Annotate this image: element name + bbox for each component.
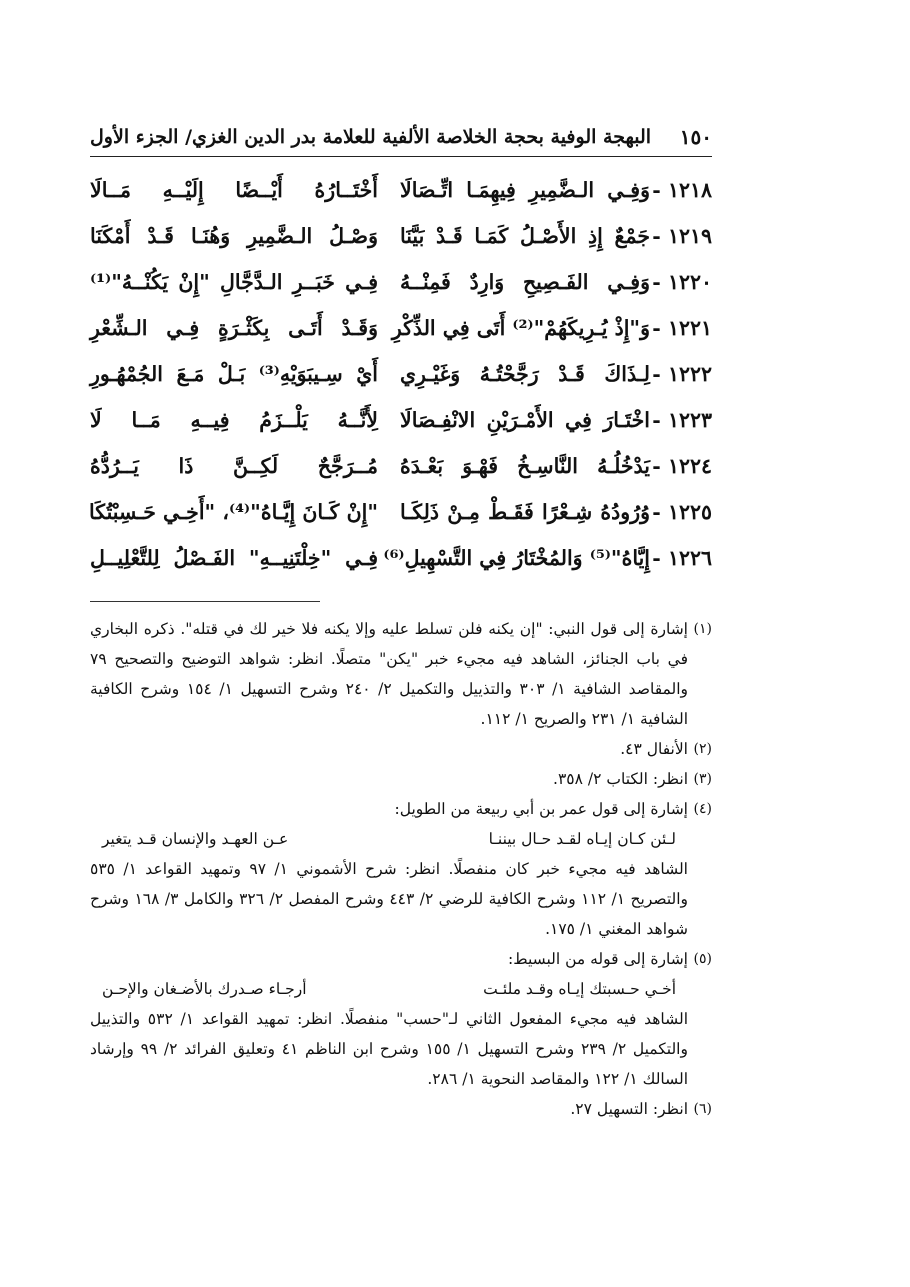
verse-number: ١٢١٩ - bbox=[652, 224, 712, 248]
footnote-2 bbox=[90, 734, 712, 764]
verse-first-hemistich: وَ"إِذْ يُـرِيكَهُمْ"⁽²⁾ أَتَى فِي الذِّكْرِ bbox=[391, 316, 650, 340]
verse-number: ١٢٢٠ - bbox=[652, 270, 712, 294]
footnote-intro: إشارة إلى قوله من البسيط: bbox=[508, 950, 688, 968]
verse-number: ١٢٢١ - bbox=[652, 316, 712, 340]
footnote-label: (٤) bbox=[693, 801, 712, 817]
footnote-5 bbox=[90, 944, 712, 1094]
footnotes bbox=[90, 614, 712, 1124]
verse-second-hemistich: أَخْتَــارُهُ أَيْــضًا إِلَيْــهِ مَــالَا bbox=[90, 178, 378, 202]
verse-line bbox=[90, 259, 712, 305]
verse-line bbox=[90, 213, 712, 259]
verse-number: ١٢٢٣ - bbox=[652, 408, 712, 432]
verse-second-hemistich: أَيْ سِـيبَوَيْهِ⁽³⁾ بَـلْ مَـعَ الجُمْهُـورِ bbox=[90, 362, 378, 386]
quoted-hemistich-second: عـن العهـد والإنسان قـد يتغير bbox=[102, 830, 289, 848]
verse-line bbox=[90, 489, 712, 535]
book-page bbox=[90, 118, 712, 1124]
footnote-text: انظر: التسهيل ٢٧. bbox=[570, 1100, 688, 1118]
verse-second-hemistich: فِـي خَبَــرِ الـدَّجَّالِ "إِنْ يَكُنْــهُ"⁽¹⁾ bbox=[90, 270, 378, 294]
verse-line bbox=[90, 167, 712, 213]
footnote-text: الشاهد فيه مجيء خبر كان منفصلًا. انظر: شرح الأشموني ١/ ٩٧ وتمهيد القواعد ١/ ٥٣٥ والتصريح ١/ ١١٢ وشرح الكافية للرضي ٢/ ٤٤٣ وشرح المفصل ٢/ ٣٢٦ والكامل ٣/ ١٦٨ وشرح شواهد المغني ١/ ١٧٥. bbox=[90, 860, 689, 938]
quoted-hemistich-second: أرجـاء صـدرك بالأضـغان والإحـن bbox=[102, 980, 307, 998]
verse-block bbox=[90, 167, 712, 581]
footnote-text: إشارة إلى قول النبي: "إن يكنه فلن تسلط عليه وإلا يكنه فلا خير لك في قتله". ذكره البخاري في باب الجنائز، الشاهد فيه مجيء خبر "يكن" متصلًا. انظر: شواهد التوضيح والتصحيح ٧٩ والمقاصد الشافية ١/ ٣٠٣ والتذييل والتكميل ٢/ ٢٤٠ وشرح التسهيل ١/ ١٥٤ وشرح الكافية الشافية ١/ ٢٣١ والصريح ١/ ١١٢. bbox=[90, 620, 689, 728]
footnote-3 bbox=[90, 764, 712, 794]
quoted-verse bbox=[90, 824, 688, 854]
verse-second-hemistich: وَقَـدْ أَتَـى بِكَثْـرَةٍ فِـي الـشِّعْرِ bbox=[90, 316, 378, 340]
footnote-text: الأنفال ٤٣. bbox=[620, 740, 688, 758]
verse-number: ١٢١٨ - bbox=[652, 178, 712, 202]
footnote-label: (١) bbox=[693, 621, 712, 637]
footnote-4 bbox=[90, 794, 712, 944]
verse-second-hemistich: وَصْـلُ الـضَّمِيرِ وَهُنَـا قَـدْ أَمْكَنَا bbox=[90, 224, 378, 248]
verse-number: ١٢٢٦ - bbox=[652, 546, 712, 570]
footnote-6 bbox=[90, 1094, 712, 1124]
verse-first-hemistich: يَدْخُلُـهُ النَّاسِـخُ فَهْـوَ بَعْـدَهُ bbox=[400, 454, 650, 478]
verse-line bbox=[90, 535, 712, 581]
verse-second-hemistich: مُــرَجَّحٌ لَكِــنَّ ذَا يَــرُدُّهُ bbox=[90, 454, 378, 478]
verse-first-hemistich: وُرُودُهُ شِـعْرًا فَقَـطْ مِـنْ ذَلِكَـا bbox=[400, 500, 650, 524]
verse-number: ١٢٢٤ - bbox=[652, 454, 712, 478]
running-title: البهجة الوفية بحجة الخلاصة الألفية للعلامة بدر الدين الغزي/ الجزء الأول bbox=[90, 126, 652, 148]
verse-second-hemistich: "إِنْ كَـانَ إِيَّـاهُ"⁽⁴⁾، "أَخِـي حَـسِبْتُكَا bbox=[89, 500, 378, 524]
verse-number: ١٢٢٥ - bbox=[652, 500, 712, 524]
footnote-text: انظر: الكتاب ٢/ ٣٥٨. bbox=[553, 770, 688, 788]
footnote-intro: إشارة إلى قول عمر بن أبي ربيعة من الطويل: bbox=[394, 800, 688, 818]
verse-first-hemistich: لِـذَاكَ قَـدْ رَجَّحْتُـهُ وَغَيْـرِي bbox=[400, 362, 650, 386]
verse-number: ١٢٢٢ - bbox=[652, 362, 712, 386]
footnote-label: (٥) bbox=[693, 951, 712, 967]
verse-second-hemistich: فِـي "خِلْتَنِيــهِ" الفَـصْلُ لِلتَّعْلِيــلِ bbox=[90, 546, 378, 570]
page-number: ١٥٠ bbox=[679, 125, 712, 149]
verse-line bbox=[90, 305, 712, 351]
verse-second-hemistich: لِأَنَّــهُ يَلْــزَمُ فِيــهِ مَــا لَا bbox=[90, 408, 378, 432]
footnote-label: (٣) bbox=[693, 771, 712, 787]
verse-first-hemistich: اخْتَـارَ فِي الأَمْـرَيْنِ الانْفِـصَالَا bbox=[400, 408, 650, 432]
quoted-verse bbox=[90, 974, 688, 1004]
verse-line bbox=[90, 397, 712, 443]
verse-first-hemistich: وَفِـي الفَـصِيحِ وَارِدٌ فَمِنْــهُ bbox=[400, 270, 650, 294]
running-header bbox=[90, 118, 712, 157]
footnote-1 bbox=[90, 614, 712, 734]
footnote-label: (٦) bbox=[693, 1101, 712, 1117]
verse-line bbox=[90, 443, 712, 489]
verse-line bbox=[90, 351, 712, 397]
quoted-hemistich-first: لـئن كـان إيـاه لقـد حـال بيننـا bbox=[488, 830, 676, 848]
verse-first-hemistich: وَفِـي الـضَّمِيرِ فِيهِمَـا اتِّـصَالَا bbox=[400, 178, 650, 202]
quoted-hemistich-first: أخـي حـسبتك إيـاه وقـد ملئـت bbox=[483, 980, 676, 998]
footnote-separator bbox=[90, 601, 320, 602]
footnote-text: الشاهد فيه مجيء المفعول الثاني لـ"حسب" منفصلًا. انظر: تمهيد القواعد ١/ ٥٣٢ والتذييل والتكميل ٢/ ٢٣٩ وشرح التسهيل ١/ ١٥٥ وشرح ابن الناظم ٤١ وتعليق الفرائد ٢/ ٩٩ وإرشاد السالك ١/ ١٢٢ والمقاصد النحوية ١/ ٢٨٦. bbox=[90, 1010, 688, 1088]
verse-first-hemistich: جَمْعٌ إِذِ الأَصْـلُ كَمَـا قَـدْ بَيَّنَا bbox=[400, 224, 650, 248]
footnote-label: (٢) bbox=[693, 741, 712, 757]
verse-first-hemistich: إِيَّاهُ"⁽⁵⁾ وَالمُخْتَارُ فِي التَّسْهِيلِ⁽⁶⁾ bbox=[383, 546, 650, 570]
